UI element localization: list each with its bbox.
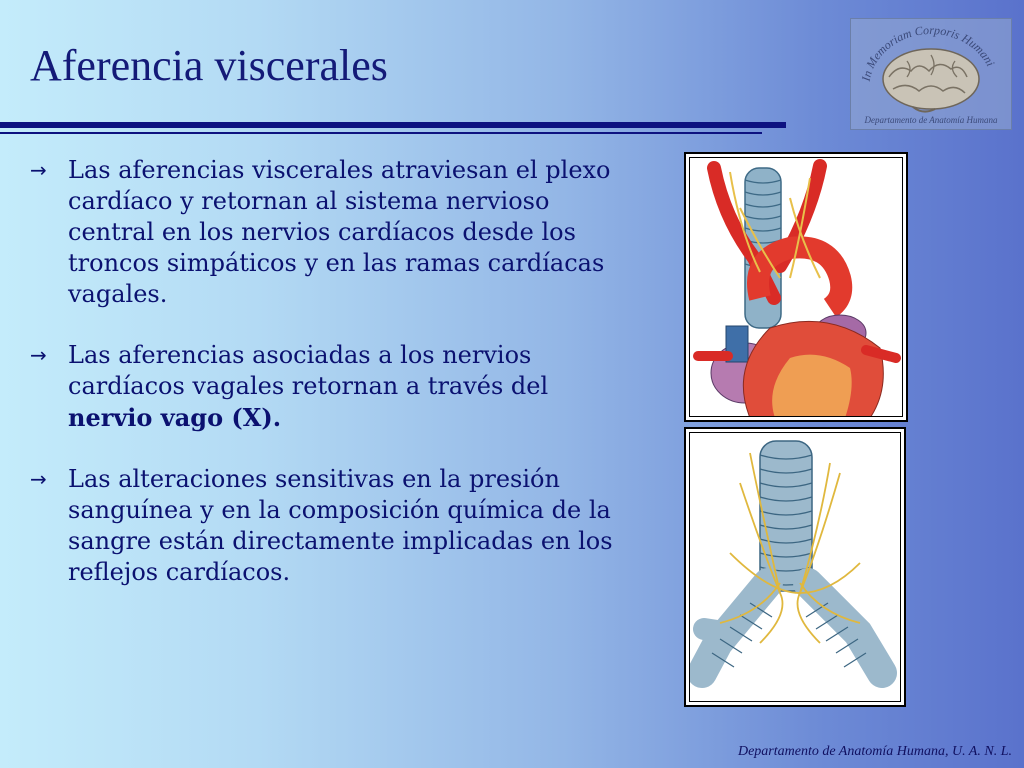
slide-title: Aferencia viscerales: [30, 41, 388, 90]
arrow-icon: →: [30, 343, 47, 367]
bullet-bold-text: nervio vago (X).: [68, 403, 282, 432]
title-divider-thick: [0, 122, 786, 128]
arrow-icon: →: [30, 158, 47, 182]
logo-bottom-text: Departamento de Anatomía Humana: [864, 115, 998, 125]
bullet-item: [30, 155, 630, 310]
bullet-text: Las alteraciones sensitivas en la presión sanguínea y en la composición química de la sangre están directamente implicadas en los reflejos cardíacos.: [68, 465, 613, 586]
trachea-bronchi-illustration: [690, 433, 901, 702]
brain-icon: [851, 19, 1011, 129]
bullet-text: Las aferencias asociadas a los nervios cardíacos vagales retornan a través del nervio vago (X).: [68, 341, 549, 432]
arrow-icon: →: [30, 467, 47, 491]
bullet-text: Las aferencias viscerales atraviesan el plexo cardíaco y retornan al sistema nervioso central en los nervios cardíacos desde los troncos simpáticos y en las ramas cardíacas vagales.: [68, 156, 611, 308]
heart-great-vessels-illustration: [690, 158, 903, 417]
bullet-item: [30, 340, 630, 434]
bullet-list: [30, 155, 630, 618]
heart-illustration-frame: [684, 152, 908, 422]
logo-top-text: In Memoriam Corporis Humani: [858, 22, 998, 83]
department-logo: [850, 18, 1012, 130]
title-divider-thin: [0, 132, 762, 134]
trachea-illustration-frame: [684, 427, 906, 707]
bullet-item: [30, 464, 630, 588]
footer-credit: Departamento de Anatomía Humana, U. A. N. L.: [737, 744, 1012, 759]
